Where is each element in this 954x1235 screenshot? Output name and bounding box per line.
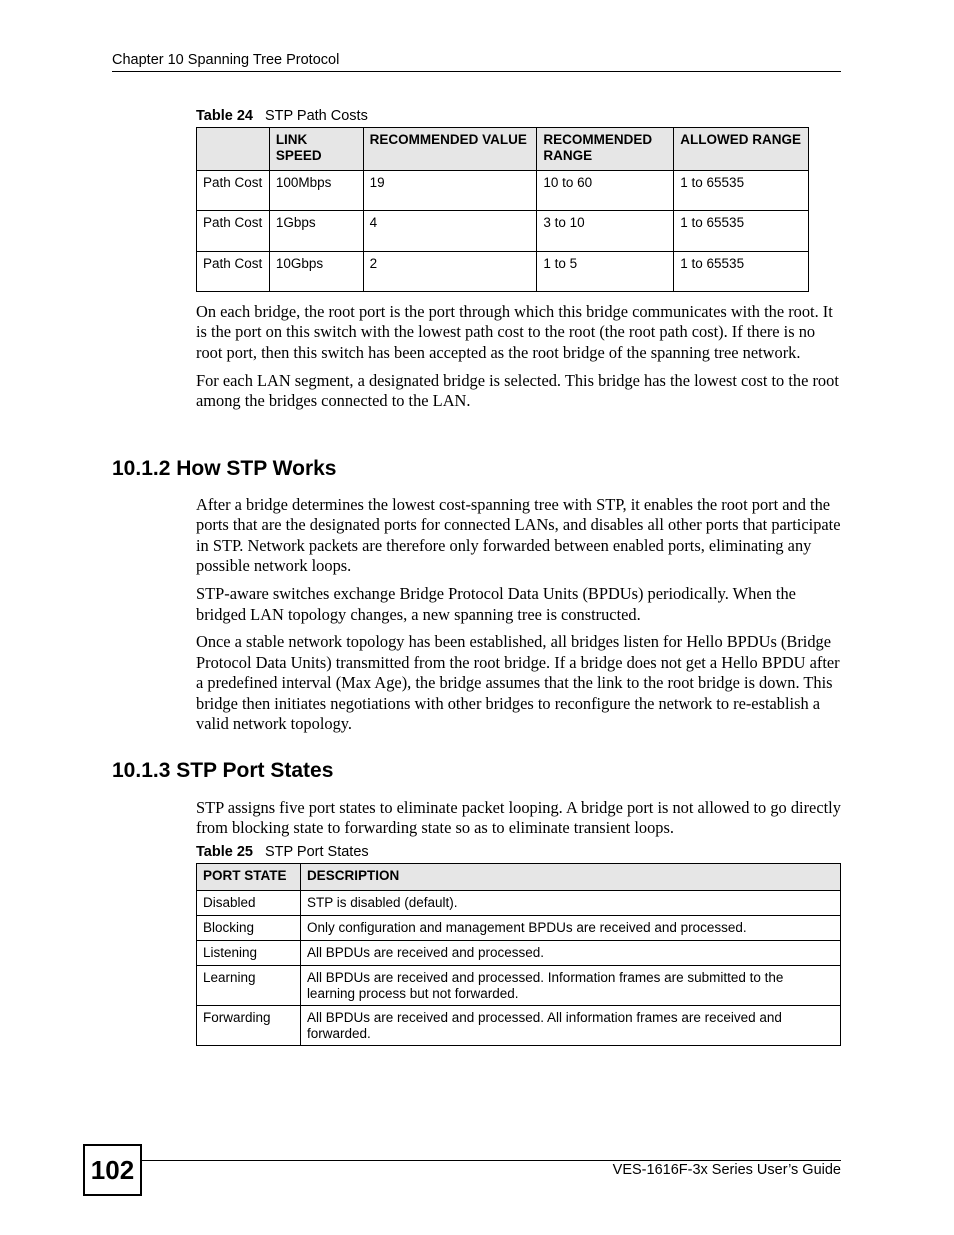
table-cell: Only configuration and management BPDUs are received and processed. [300,916,840,941]
table-cell: 1 to 5 [537,252,674,292]
table-row [197,891,841,916]
table-row [197,1006,841,1046]
table-cell: 2 [363,252,537,292]
table-cell: All BPDUs are received and processed. [300,941,840,966]
table-row [197,171,809,211]
table-header-row [197,864,841,891]
stp-path-costs-table [196,127,809,292]
table-cell: 1 to 65535 [674,252,809,292]
table-cell: Learning [197,966,301,1006]
header-cell: RECOMMENDED VALUE [363,128,537,171]
table-cell: STP is disabled (default). [300,891,840,916]
header-cell: DESCRIPTION [300,864,840,891]
table-row [197,252,809,292]
table-25-title: STP Port States [264,844,369,860]
table-cell: Blocking [197,916,301,941]
header-cell: LINK SPEED [269,128,363,171]
table-cell: 10 to 60 [537,171,674,211]
table-header-row [197,128,809,171]
intro-text [196,302,842,419]
stp-port-states-table [196,863,841,1046]
header-cell: RECOMMENDED RANGE [537,128,674,171]
paragraph: For each LAN segment, a designated bridge is selected. This bridge has the lowest cost to the root among the bridges connected to the LAN. [196,370,839,411]
table-row [197,966,841,1006]
table-cell: Forwarding [197,1006,301,1046]
stp-port-states-text [196,798,842,846]
table-row [197,916,841,941]
table-cell: Listening [197,941,301,966]
table-cell: Path Cost [197,252,270,292]
how-stp-works-text [196,495,842,742]
table-cell: Path Cost [197,211,270,252]
table-24-title: STP Path Costs [264,108,368,124]
table-cell: 1Gbps [269,211,363,252]
table-cell: 100Mbps [269,171,363,211]
table-row [197,941,841,966]
table-cell: All BPDUs are received and processed. All information frames are received and forwarded. [300,1006,840,1046]
table-cell: 19 [363,171,537,211]
paragraph: On each bridge, the root port is the port through which this bridge communicates with the root. It is the port on this switch with the lowest path cost to the root (the root path cost). If there is no root port, then this switch has been accepted as the root bridge of the spanning tree network. [196,302,833,362]
table-cell: 10Gbps [269,252,363,292]
table-24-label: Table 24 [196,108,253,124]
paragraph: STP-aware switches exchange Bridge Protocol Data Units (BPDUs) periodically. When the bridged LAN topology changes, a new spanning tree is constructed. [196,584,796,624]
running-header: Chapter 10 Spanning Tree Protocol [112,52,340,68]
header-rule [112,71,841,72]
table-cell: All BPDUs are received and processed. Information frames are submitted to the learning process but not forwarded. [300,966,840,1006]
table-cell: Path Cost [197,171,270,211]
footer-rule [140,1160,841,1161]
paragraph: Once a stable network topology has been established, all bridges listen for Hello BPDUs (Bridge Protocol Data Units) transmitted from the root bridge. If a bridge does not get a Hello BPDU after a predefined interval (Max Age), the bridge assumes that the link to the root bridge is down. This bridge then initiates negotiations with other bridges to reconfigure the network to re-establish a valid network topology. [196,632,840,734]
table-cell: Disabled [197,891,301,916]
table-cell: 3 to 10 [537,211,674,252]
section-heading-how-stp-works: 10.1.2 How STP Works [112,457,337,480]
table-25-label: Table 25 [196,844,253,860]
table-25-caption [196,844,369,860]
table-cell: 1 to 65535 [674,211,809,252]
header-cell: ALLOWED RANGE [674,128,809,171]
table-cell: 1 to 65535 [674,171,809,211]
section-heading-stp-port-states: 10.1.3 STP Port States [112,759,334,782]
header-cell [197,128,270,171]
paragraph: After a bridge determines the lowest cost-spanning tree with STP, it enables the root port and the ports that are the designated ports for connected LANs, and disables all other ports that participate in STP. Network packets are therefore only forwarded between enabled ports, eliminating any possible network loops. [196,495,841,576]
guide-title: VES-1616F-3x Series User’s Guide [612,1162,841,1178]
page-number: 102 [83,1144,142,1196]
table-cell: 4 [363,211,537,252]
table-row [197,211,809,252]
table-24-caption [196,108,368,124]
header-cell: PORT STATE [197,864,301,891]
paragraph: STP assigns five port states to eliminate packet looping. A bridge port is not allowed to go directly from blocking state to forwarding state so as to eliminate transient loops. [196,798,841,838]
